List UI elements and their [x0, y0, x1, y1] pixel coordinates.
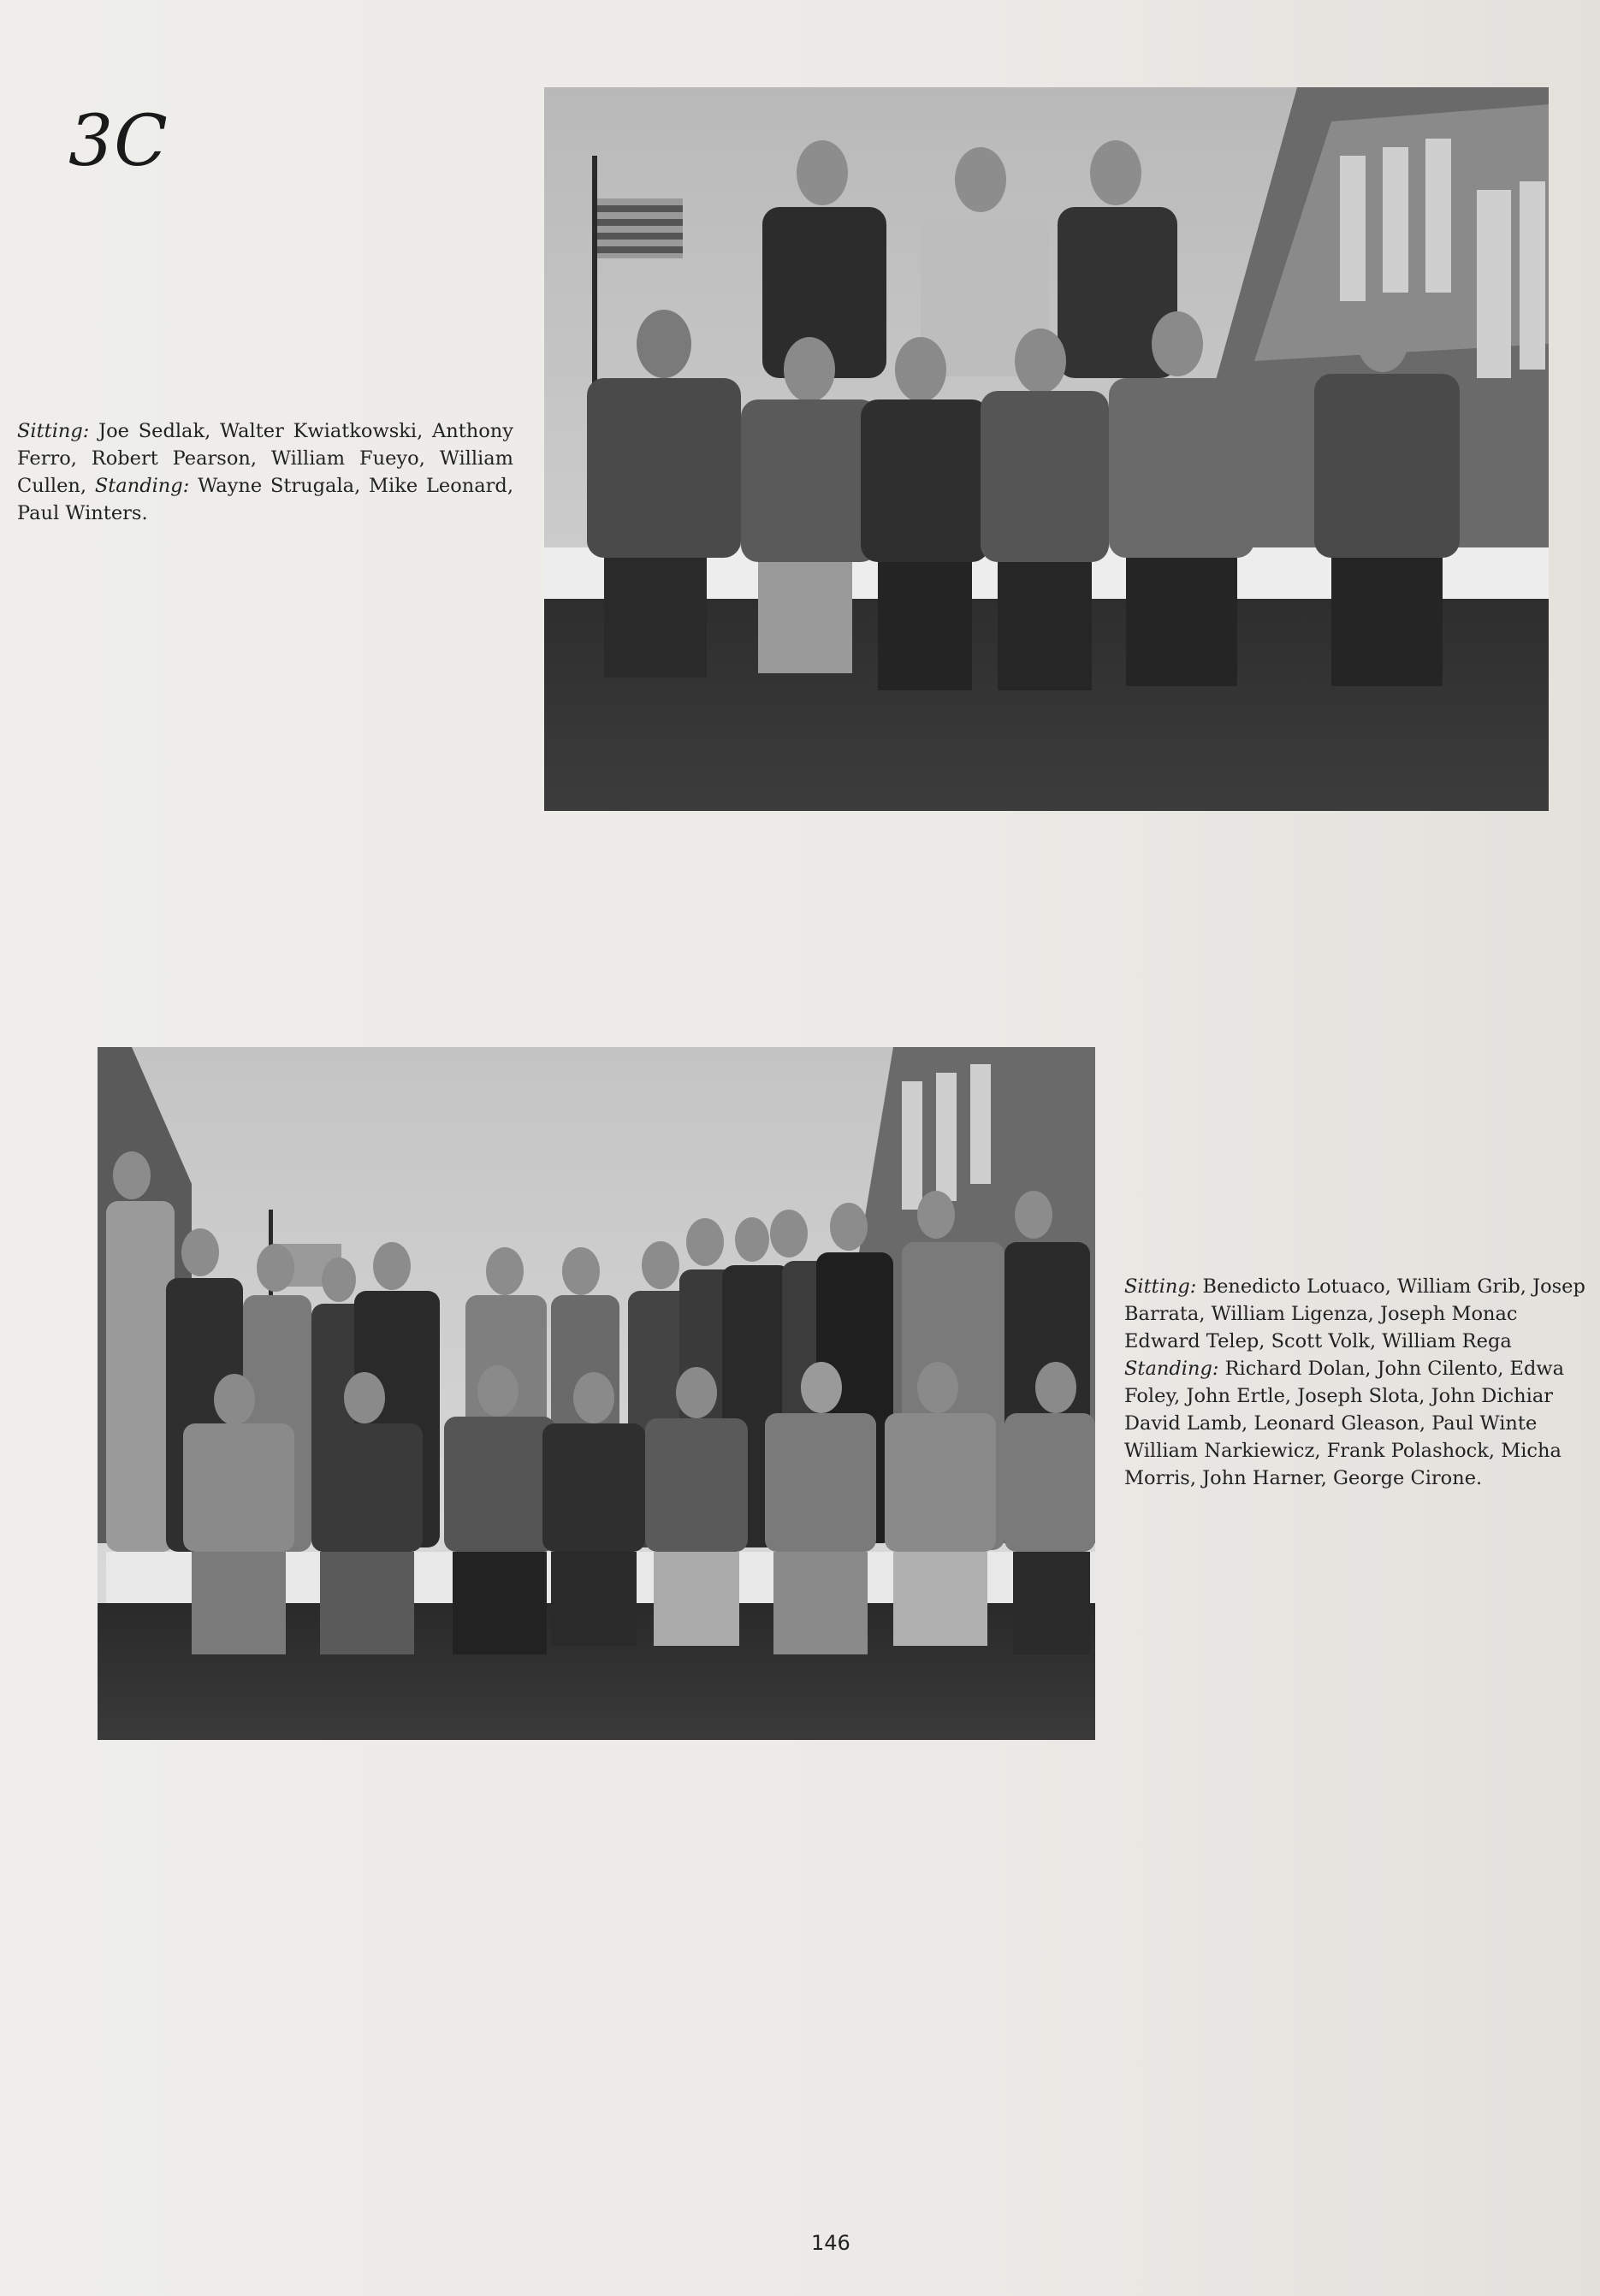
- standing-names: Wayne Strugala, Mike Leonard, Paul Winters.: [17, 475, 513, 524]
- caption-line: Standing: Richard Dolan, John Cilento, Edwa: [1124, 1358, 1565, 1380]
- caption-line: Foley, John Ertle, Joseph Slota, John Dichiar: [1124, 1385, 1553, 1407]
- caption-top: [17, 417, 513, 527]
- standing-label: Standing:: [94, 475, 190, 497]
- caption-line: Barrata, William Ligenza, Joseph Monac: [1124, 1303, 1518, 1325]
- caption-line: Sitting: Benedicto Lotuaco, William Grib, Josep: [1124, 1275, 1585, 1298]
- sitting-names: Joe Sedlak, Walter Kwiatkowski, Anthony Ferro, Robert Pearson, William Fueyo, William Cullen,: [17, 420, 514, 497]
- group-photo-bottom: [98, 1047, 1095, 1740]
- group-photo-top-image: [544, 87, 1549, 811]
- section-title: 3C: [68, 101, 169, 182]
- caption-line: David Lamb, Leonard Gleason, Paul Winte: [1124, 1412, 1538, 1435]
- caption-bottom: [1124, 1273, 1600, 1492]
- group-photo-top: [544, 87, 1549, 811]
- caption-line: William Narkiewicz, Frank Polashock, Micha: [1124, 1440, 1561, 1462]
- group-photo-bottom-image: [98, 1047, 1095, 1740]
- page-number: 146: [811, 2231, 850, 2255]
- caption-line: Morris, John Harner, George Cirone.: [1124, 1467, 1483, 1489]
- caption-line: Edward Telep, Scott Volk, William Rega: [1124, 1330, 1512, 1352]
- sitting-label: Sitting:: [17, 420, 90, 442]
